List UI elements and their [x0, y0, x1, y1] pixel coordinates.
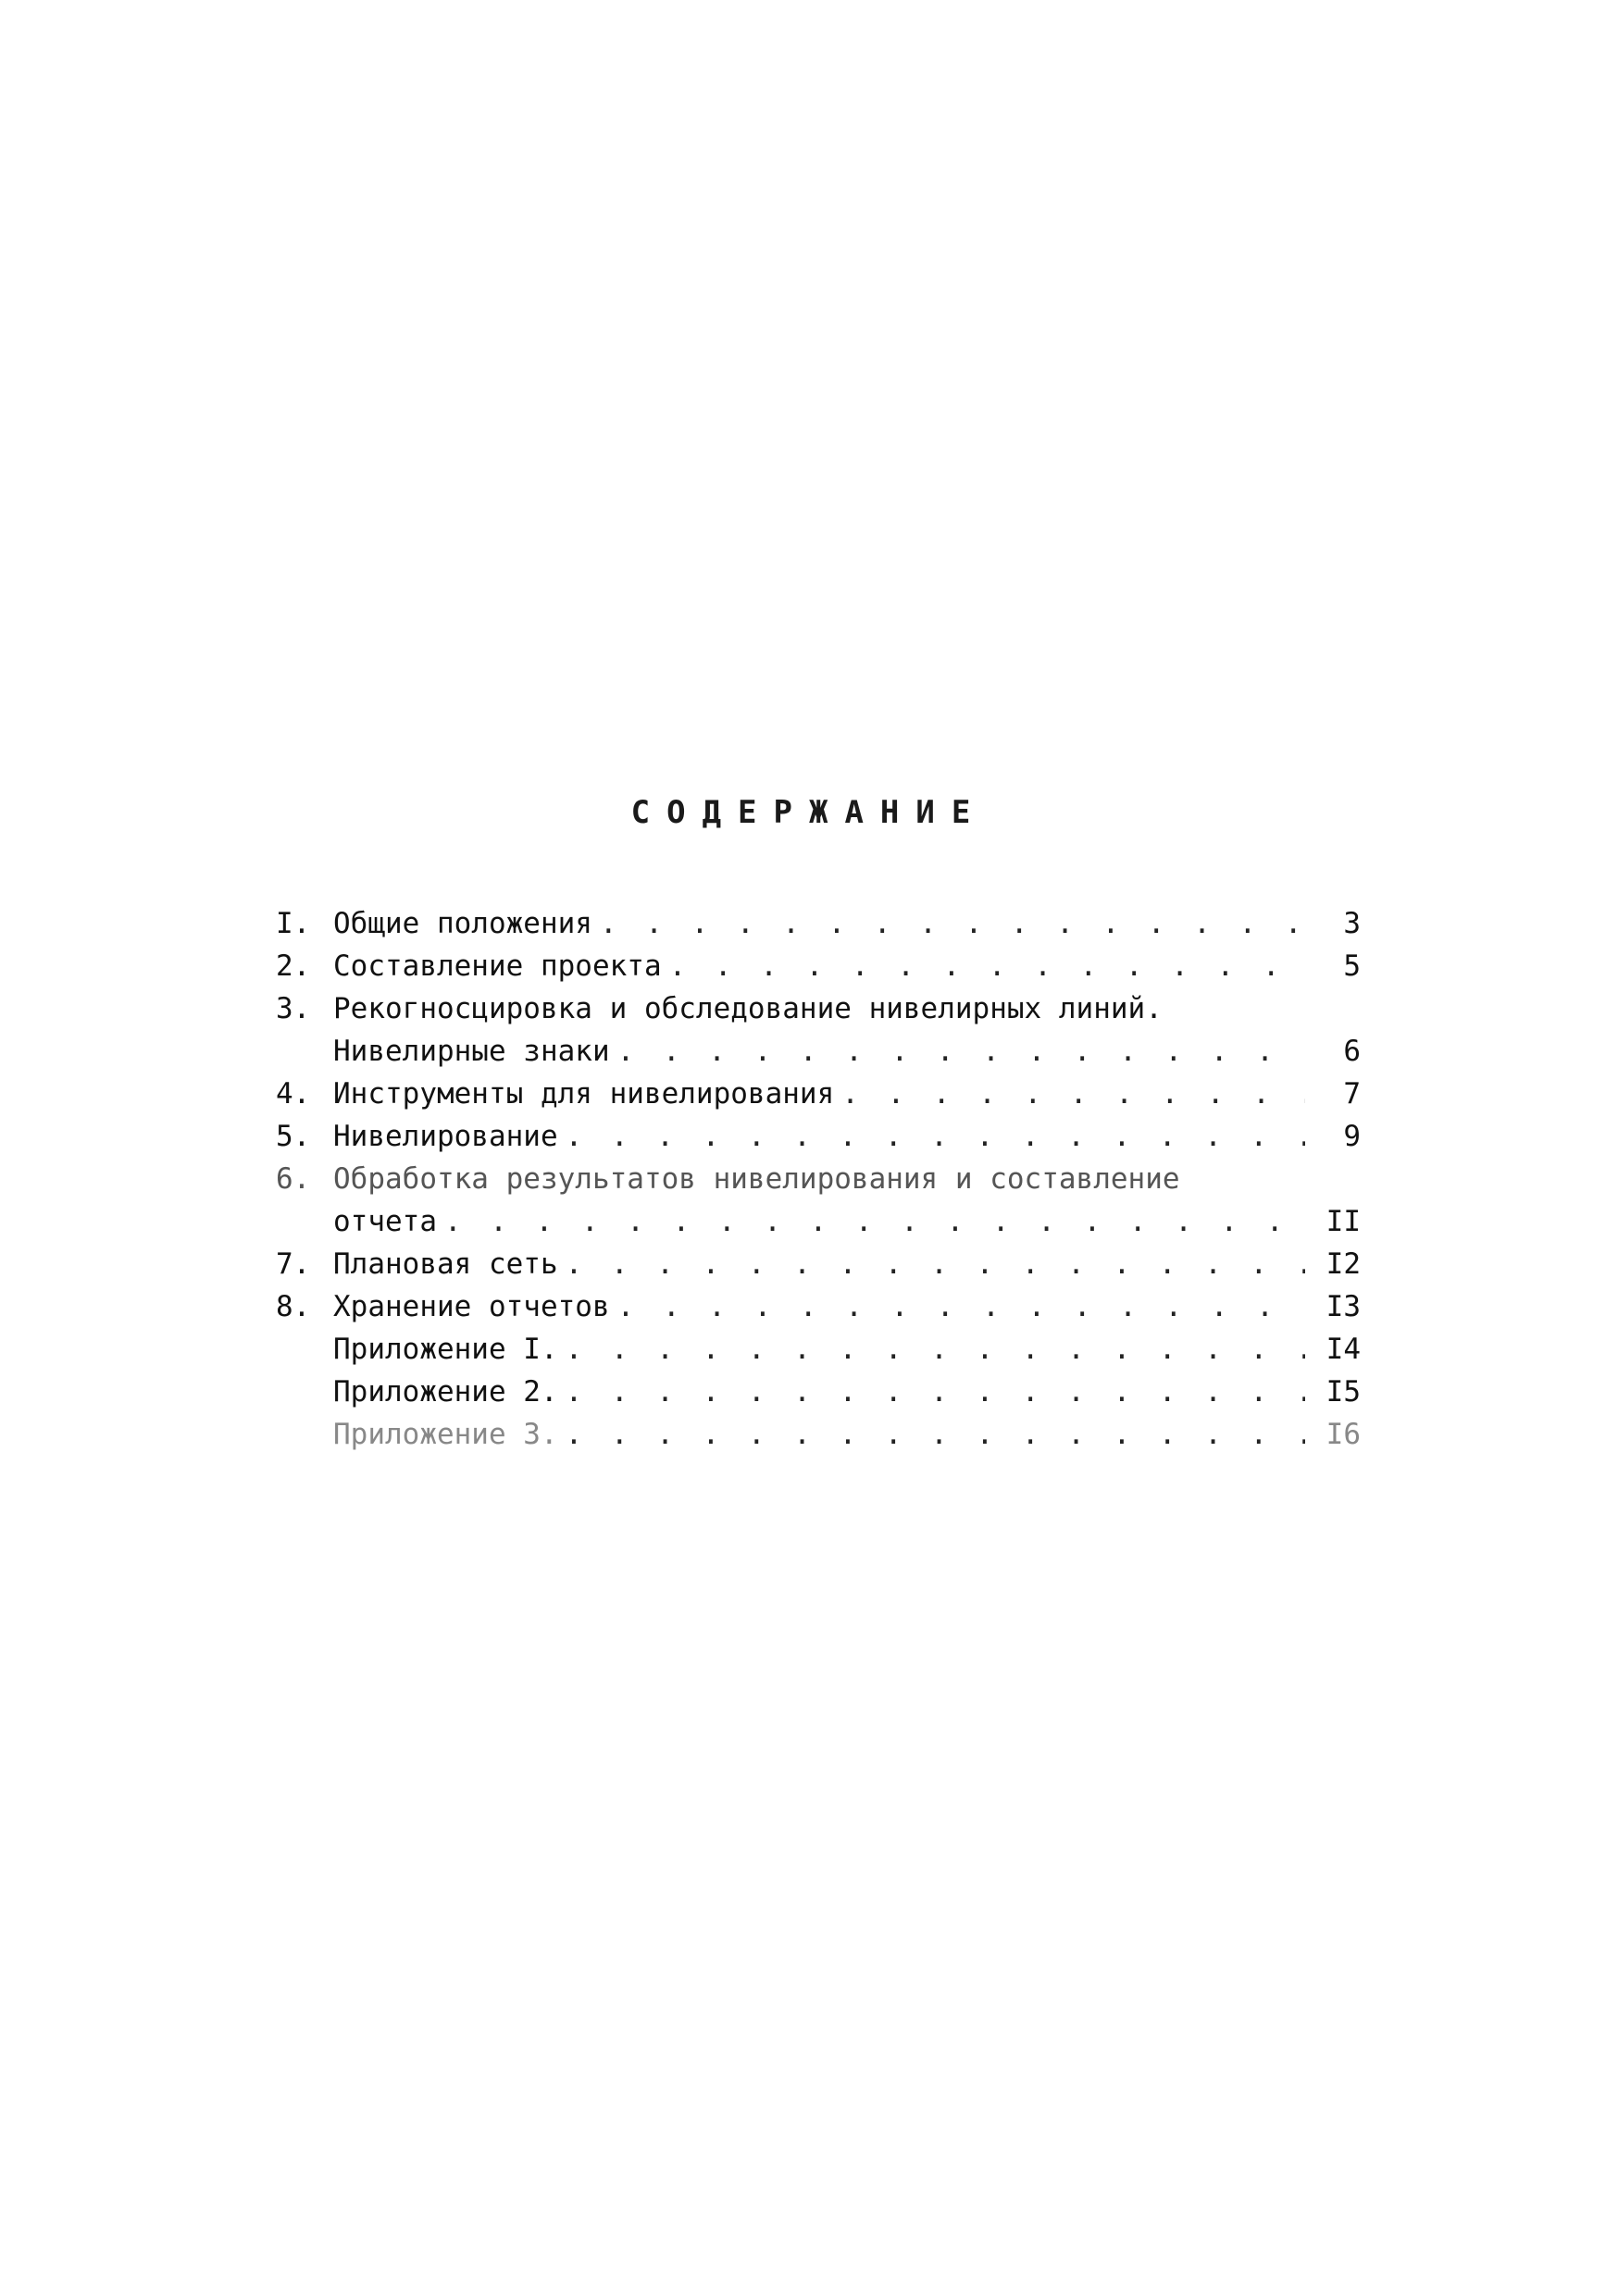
toc-appendix-2 [276, 1371, 1361, 1413]
dot-leader [617, 1030, 1305, 1073]
toc-entry-label: Обработка результатов нивелирования и составление [333, 1162, 1180, 1196]
toc-entry-label: Рекогносцировка и обследование нивелирных линий. [333, 992, 1163, 1025]
toc-entry-label: Приложение 2. [333, 1375, 558, 1409]
toc-entry-number: 5. [276, 1120, 311, 1153]
dot-leader [566, 1115, 1305, 1158]
toc-entry-label: Составление проекта [333, 949, 662, 983]
toc-entry-number: I. [276, 907, 311, 940]
toc-entry-number: 8. [276, 1290, 311, 1323]
toc-entry-8 [276, 1285, 1361, 1328]
dot-leader [566, 1328, 1305, 1371]
toc-entry-page: 7 [1343, 1077, 1361, 1111]
dot-leader [600, 902, 1305, 945]
toc-entry-page: I3 [1326, 1290, 1361, 1323]
toc-entry-page: 3 [1343, 907, 1361, 940]
toc-appendix-3 [276, 1413, 1361, 1456]
toc-entry-5 [276, 1115, 1361, 1158]
toc-entry-6-continued [276, 1200, 1361, 1243]
toc-entry-6 [276, 1158, 1361, 1200]
table-of-contents [276, 902, 1361, 1456]
toc-entry-label: Плановая сеть [333, 1247, 558, 1281]
toc-entry-7 [276, 1243, 1361, 1285]
toc-entry-1 [276, 902, 1361, 945]
toc-entry-number: 7. [276, 1247, 311, 1281]
toc-entry-4 [276, 1073, 1361, 1115]
toc-entry-number: 6. [276, 1162, 311, 1196]
toc-entry-page: I5 [1326, 1375, 1361, 1409]
toc-entry-label: Хранение отчетов [333, 1290, 610, 1323]
dot-leader [566, 1413, 1305, 1456]
toc-entry-number: 4. [276, 1077, 311, 1111]
dot-leader [566, 1371, 1305, 1413]
page-title: СОДЕРЖАНИЕ [630, 794, 988, 831]
toc-entry-page: I6 [1326, 1418, 1361, 1451]
toc-entry-page: I4 [1326, 1333, 1361, 1366]
toc-entry-page: 9 [1343, 1120, 1361, 1153]
toc-entry-3-continued [276, 1030, 1361, 1073]
toc-entry-2 [276, 945, 1361, 987]
dot-leader [841, 1073, 1305, 1115]
dot-leader [669, 945, 1305, 987]
toc-entry-page: 5 [1343, 949, 1361, 983]
toc-entry-label: отчета [333, 1205, 437, 1238]
toc-entry-label: Приложение I. [333, 1333, 558, 1366]
toc-entry-page: II [1326, 1205, 1361, 1238]
toc-entry-page: I2 [1326, 1247, 1361, 1281]
toc-appendix-1 [276, 1328, 1361, 1371]
toc-entry-number: 2. [276, 949, 311, 983]
toc-entry-label: Инструменты для нивелирования [333, 1077, 835, 1111]
toc-entry-label: Общие положения [333, 907, 592, 940]
toc-entry-label: Нивелирование [333, 1120, 558, 1153]
toc-entry-page: 6 [1343, 1035, 1361, 1068]
dot-leader [617, 1285, 1305, 1328]
dot-leader [566, 1243, 1305, 1285]
toc-entry-label: Нивелирные знаки [333, 1035, 610, 1068]
dot-leader [444, 1200, 1305, 1243]
toc-entry-3 [276, 987, 1361, 1030]
toc-entry-label: Приложение 3. [333, 1418, 558, 1451]
toc-entry-number: 3. [276, 992, 311, 1025]
